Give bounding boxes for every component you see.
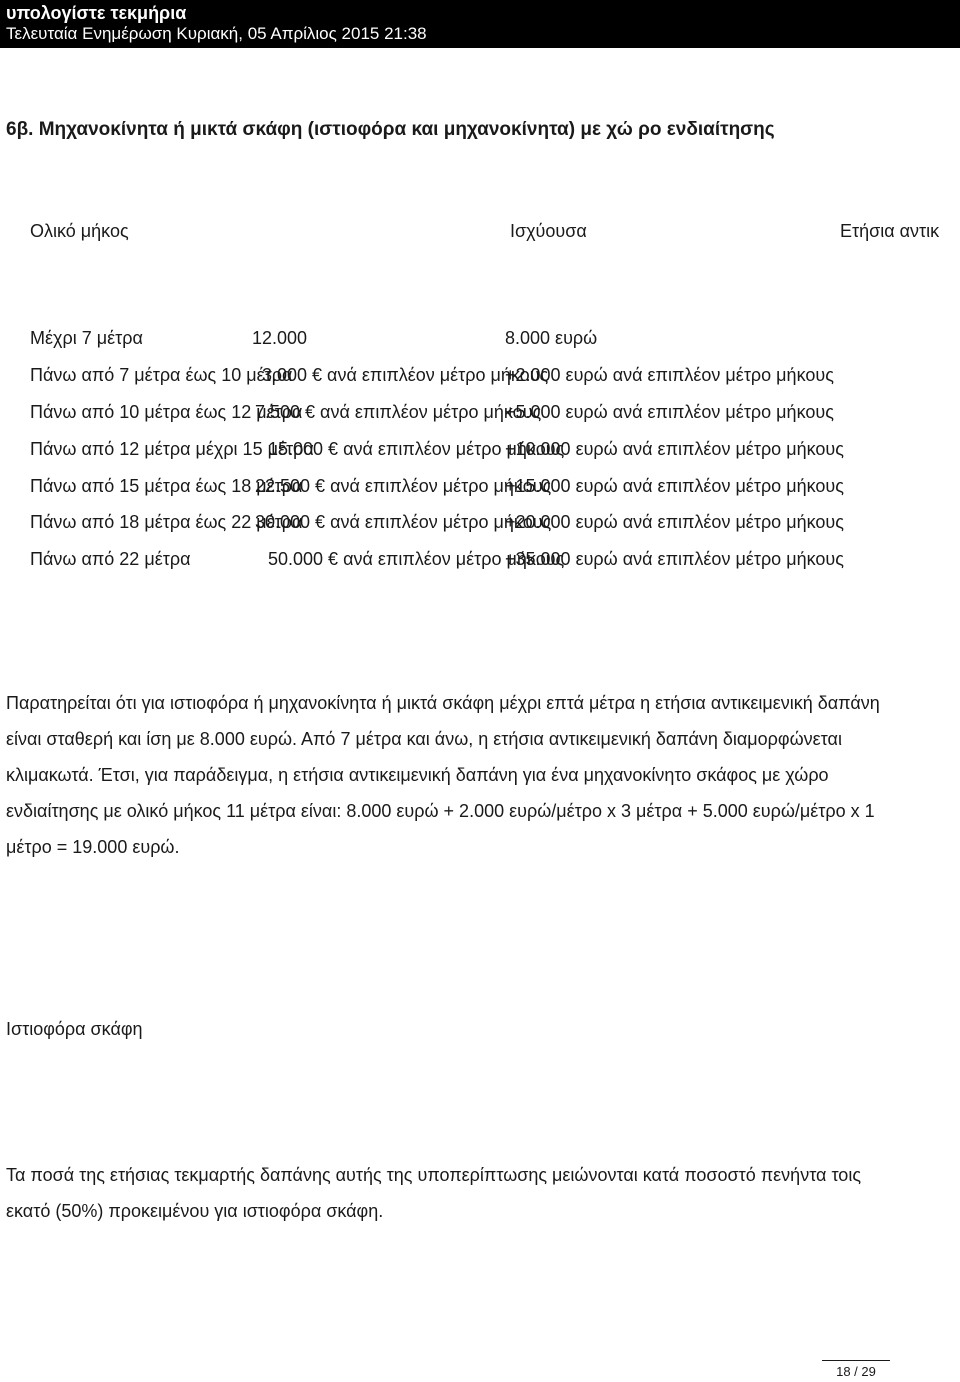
last-updated-text: Τελευταία Ενημέρωση Κυριακή, 05 Απρίλιος 2015 21:38: [6, 24, 427, 43]
footer-divider: [822, 1360, 890, 1361]
page-header: [0, 0, 960, 48]
row-length-cell: Πάνω από 22 μέτρα: [30, 549, 191, 569]
row-current-cell: 7.500 € ανά επιπλέον μέτρο μήκους: [255, 402, 542, 422]
row-current-cell: 3.000 € ανά επιπλέον μέτρο μήκους: [262, 365, 549, 385]
row-annual-cell: +20.000 ευρώ ανά επιπλέον μέτρο μήκους: [505, 512, 844, 532]
column-header-length: Ολικό μήκος: [30, 221, 129, 241]
row-current-cell: 12.000: [252, 328, 308, 348]
row-current-cell: 15.000 € ανά επιπλέον μέτρο μήκους: [268, 439, 565, 459]
row-annual-cell: 8.000 ευρώ: [505, 328, 598, 348]
row-annual-cell: +5.000 ευρώ ανά επιπλέον μέτρο μήκους: [505, 402, 834, 422]
row-length-cell: Πάνω από 15 μέτρα έως 18 μέτρα: [30, 476, 303, 496]
explanation-paragraph: Παρατηρείται ότι για ιστιοφόρα ή μηχανοκίνητα ή μικτά σκάφη μέχρι επτά μέτρα η ετήσια αντικειμενική δαπάνη είναι σταθερή και ίση με 8.000 ευρώ. Από 7 μέτρα και άνω, η ετήσια αντικειμενική δαπάνη διαμορφώνεται κλιμακωτά. Έτσι, για παράδειγμα, η ετήσια αντικειμενική δαπάνη για ένα μηχανοκίνητο σκάφος με χώρο ενδιαίτησης με ολικό μήκος 11 μέτρα είναι: 8.000 ευρώ + 2.000 ευρώ/μέτρο x 3 μέτρα + 5.000 ευρώ/μέτρο x 1 μέτρο = 19.000 ευρώ.: [6, 693, 880, 857]
sailboats-paragraph: Τα ποσά της ετήσιας τεκμαρτής δαπάνης αυτής της υποπερίπτωσης μειώνονται κατά ποσοστό πενήντα τοις εκατό (50%) προκειμένου για ιστιοφόρα σκάφη.: [6, 1165, 861, 1221]
row-annual-cell: +15.000 ευρώ ανά επιπλέον μέτρο μήκους: [505, 476, 844, 496]
row-current-cell: 50.000 € ανά επιπλέον μέτρο μήκους: [268, 549, 565, 569]
row-annual-cell: +10.000 ευρώ ανά επιπλέον μέτρο μήκους: [505, 439, 844, 459]
site-title: υπολογίστε τεκμήρια: [6, 3, 187, 23]
section-heading: 6β. Μηχανοκίνητα ή μικτά σκάφη (ιστιοφόρα και μηχανοκίνητα) με χώ ρο ενδιαίτησης: [6, 119, 775, 140]
row-length-cell: Πάνω από 10 μέτρα έως 12 μέτρα: [30, 402, 303, 422]
row-annual-cell: +35.000 ευρώ ανά επιπλέον μέτρο μήκους: [505, 549, 844, 569]
row-length-cell: Πάνω από 12 μέτρα μέχρι 15 μέτρα: [30, 439, 314, 459]
row-current-cell: 22.500 € ανά επιπλέον μέτρο μήκους: [255, 476, 552, 496]
sailboats-heading: Ιστιοφόρα σκάφη: [6, 1019, 143, 1039]
row-length-cell: Μέχρι 7 μέτρα: [30, 328, 143, 348]
page-number: 18 / 29: [836, 1364, 876, 1379]
row-length-cell: Πάνω από 7 μέτρα έως 10 μέτρα: [30, 365, 293, 385]
column-header-annual: Ετήσια αντικ: [840, 221, 940, 241]
row-annual-cell: +2.000 ευρώ ανά επιπλέον μέτρο μήκους: [505, 365, 834, 385]
row-length-cell: Πάνω από 18 μέτρα έως 22 μέτρα: [30, 512, 303, 532]
row-current-cell: 30.000 € ανά επιπλέον μέτρο μήκους: [255, 512, 552, 532]
column-header-current: Ισχύουσα: [510, 221, 587, 241]
